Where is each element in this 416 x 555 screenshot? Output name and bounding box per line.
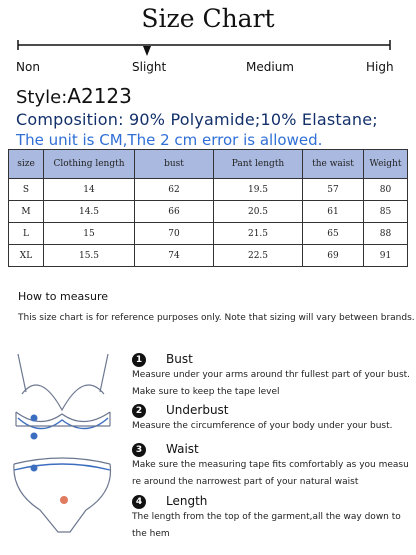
table-cell: 22.5	[214, 245, 303, 267]
stretch-label-slight: Slight	[132, 60, 167, 74]
table-cell: 69	[303, 245, 364, 267]
how-to-measure-title: How to measure	[18, 290, 109, 303]
composition-value: 90% Polyamide;10% Elastane;	[129, 110, 378, 129]
table-cell: S	[9, 179, 44, 201]
step-description: Measure the circumference of your body under your bust.	[132, 421, 393, 431]
table-cell: 15	[44, 223, 135, 245]
stretch-selected-marker	[143, 46, 151, 56]
step-title: Length	[166, 494, 208, 508]
style-code-value: A2123	[67, 84, 132, 108]
size-table	[8, 149, 408, 267]
table-header-cell: bust	[135, 150, 214, 179]
stretch-label-high: High	[366, 60, 394, 74]
table-cell: XL	[9, 245, 44, 267]
waist-marker-dot	[31, 465, 38, 472]
composition	[16, 110, 378, 129]
table-header-cell: the waist	[303, 150, 364, 179]
step-title: Waist	[166, 442, 199, 456]
unit-note: The unit is CM,The 2 cm error is allowed.	[16, 131, 323, 149]
panty-illustration	[14, 458, 111, 532]
table-cell: 61	[303, 201, 364, 223]
length-marker-dot	[60, 496, 68, 504]
step-number-badge: 4	[132, 495, 146, 509]
step-description: Measure under your arms around thr fullest part of your bust.	[132, 370, 411, 380]
table-cell: 66	[135, 201, 214, 223]
table-header-cell: size	[9, 150, 44, 179]
stretch-label-non: Non	[16, 60, 40, 74]
step-description: Make sure the measuring tape fits comfortably as you measu	[132, 460, 409, 470]
table-header-cell: Pant length	[214, 150, 303, 179]
step-title: Underbust	[166, 403, 229, 417]
measure-diagram	[4, 352, 124, 542]
table-cell: 91	[364, 245, 408, 267]
stretch-scale	[0, 40, 416, 60]
table-cell: 62	[135, 179, 214, 201]
table-row	[9, 201, 408, 223]
table-cell: 80	[364, 179, 408, 201]
step-description: Make sure to keep the tape level	[132, 387, 280, 397]
table-cell: 21.5	[214, 223, 303, 245]
step-number-badge: 1	[132, 353, 146, 367]
table-header-cell: Weight	[364, 150, 408, 179]
composition-label: Composition:	[16, 110, 124, 129]
table-cell: 20.5	[214, 201, 303, 223]
table-row	[9, 179, 408, 201]
stretch-label-medium: Medium	[246, 60, 294, 74]
table-cell: 74	[135, 245, 214, 267]
step-description: re around the narrowest part of your natural waist	[132, 477, 359, 487]
table-cell: 14	[44, 179, 135, 201]
table-row	[9, 245, 408, 267]
table-header-cell: Clothing length	[44, 150, 135, 179]
step-description: the hem	[132, 529, 170, 539]
step-number-badge: 2	[132, 404, 146, 418]
step-number-badge: 3	[132, 443, 146, 457]
bust-marker-dot	[31, 415, 38, 422]
underbust-marker-dot	[31, 433, 38, 440]
disclaimer-text: This size chart is for reference purposes only. Note that sizing will vary between brands.	[18, 313, 415, 323]
step-description: The length from the top of the garment,all the way down to	[132, 512, 401, 522]
table-cell: M	[9, 201, 44, 223]
table-cell: 15.5	[44, 245, 135, 267]
table-cell: 85	[364, 201, 408, 223]
page-title: Size Chart	[141, 4, 275, 33]
step-title: Bust	[166, 352, 193, 366]
table-cell: 57	[303, 179, 364, 201]
table-header-row	[9, 150, 408, 179]
bra-illustration	[16, 354, 110, 429]
table-cell: 88	[364, 223, 408, 245]
table-cell: L	[9, 223, 44, 245]
style-label: Style:	[16, 87, 68, 108]
table-cell: 14.5	[44, 201, 135, 223]
table-row	[9, 223, 408, 245]
table-cell: 65	[303, 223, 364, 245]
table-cell: 70	[135, 223, 214, 245]
style-code	[16, 84, 132, 108]
table-cell: 19.5	[214, 179, 303, 201]
